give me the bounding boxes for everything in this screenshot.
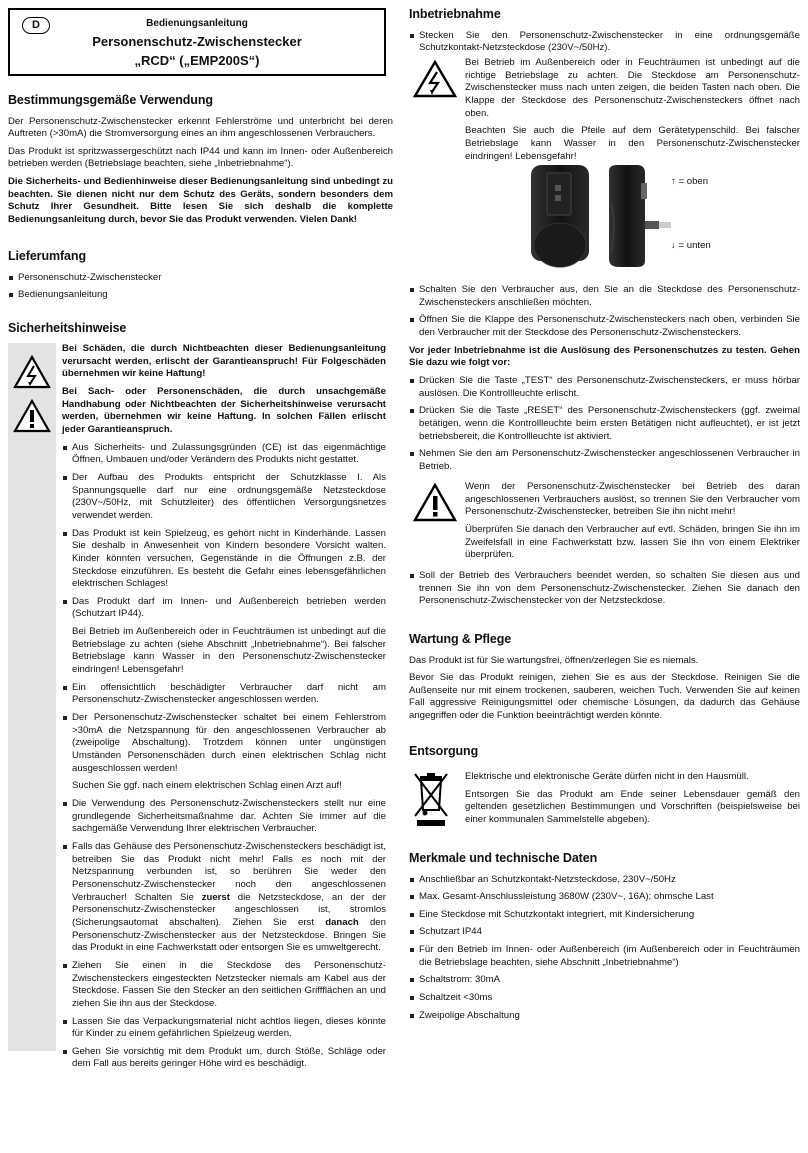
care-p1: Das Produkt ist für Sie wartungsfrei, öffnen/zerlegen Sie es niemals. xyxy=(409,654,699,666)
doc-type: Bedienungsanleitung xyxy=(146,18,248,29)
list-item: Max. Gesamt-Anschlussleistung 3680W (230V~, 16A); ohmsche Last xyxy=(409,891,800,904)
device-front-image xyxy=(531,165,589,267)
heading-disposal: Entsorgung xyxy=(409,744,479,758)
list-item: Schalten Sie den Verbraucher aus, den Sie an die Steckdose des Personenschutz-Zwischensteckers anschließen möchten. xyxy=(409,284,800,309)
start-warning-2-text xyxy=(465,481,800,567)
start-warning-2: Beachten Sie auch die Pfeile auf dem Gerätetypenschild. Bei falscher Betriebslage kann Wasser in den Personenschutz-Zwischenstecker eindringen! Lebensgefahr! xyxy=(465,125,800,162)
specs-list xyxy=(409,874,800,1023)
arrow-up-legend xyxy=(671,176,791,189)
exclamation-warning-icon xyxy=(413,483,457,523)
list-item: Die Verwendung des Personenschutz-Zwischensteckers stellt nur eine grundlegende Sicherheitsmaßnahme dar. Achten Sie immer auf die sachgemäße Verwendung Ihrer elektrischen Verbraucher. xyxy=(62,798,386,836)
section-safety xyxy=(8,320,393,344)
heading-care: Wartung & Pflege xyxy=(409,632,512,646)
section-start xyxy=(409,6,800,60)
disposal-p2: Entsorgen Sie das Produkt am Ende seiner Lebensdauer gemäß den geltenden gesetzlichen Bestimmungen und Vorschriften (beispielsweise bei einer kommunalen Sammelstelle abgeben). xyxy=(465,788,800,825)
section-use xyxy=(8,92,393,232)
list-item: Der Personenschutz-Zwischenstecker schaltet bei einem Fehlerstrom >30mA die Netzspannung für den angeschlossenen Verbraucher ab (zweipolige Abschaltung). Trotzdem können unter ungünstigen Umständen Personenschäden durch einen elektrischen Schlag nicht ausgeschlossen werden! xyxy=(62,712,386,775)
safety-content xyxy=(62,343,386,1076)
safety-icon-strip xyxy=(8,343,56,1051)
title-block xyxy=(10,17,384,70)
list-item: Bedienungsanleitung xyxy=(8,289,393,302)
heading-specs: Merkmale und technische Daten xyxy=(409,851,598,865)
disposal-p1: Elektrische und elektronische Geräte dürfen nicht in den Hausmüll. xyxy=(465,771,749,782)
section-specs xyxy=(409,850,800,1027)
exclamation-warning-icon xyxy=(13,399,51,433)
start-list-4 xyxy=(409,570,800,608)
list-item: Personenschutz-Zwischenstecker xyxy=(8,272,393,285)
start-warning-1: Bei Betrieb im Außenbereich oder in Feuchträumen ist unbedingt auf die richtige Betriebslage zu achten. Die Steckdose am Personenschutz-Zwischenstecker muss nach unten zeigen, die beiden Tasten nach oben. Die Klappe der Steckdose des Personenschutz-Zwischensteckers öffnet nach oben. xyxy=(465,57,800,119)
list-item xyxy=(62,841,386,955)
item-text: die Netzsteckdose, an der der Personenschutz-Zwischenstecker angeschlossen ist, stromlos (Sicherungsautomat abschalten). Ziehen Sie erst xyxy=(72,891,386,928)
disposal-text xyxy=(465,771,800,832)
electric-warning-icon xyxy=(13,355,51,389)
legend-down: = unten xyxy=(678,240,711,251)
heading-use: Bestimmungsgemäße Verwendung xyxy=(8,93,213,107)
arrow-down-icon: ↓ xyxy=(671,240,676,251)
list-item: Schaltstrom: 30mA xyxy=(409,974,800,987)
safety-i6-detail: Suchen Sie ggf. nach einem elektrischen Schlag einen Arzt auf! xyxy=(72,780,342,792)
item-text: Falls das Gehäuse des Personenschutz-Zwischensteckers beschädigt ist, betreiben Sie das Produkt nicht mehr! Falls es noch mit der Netzspannung verbunden ist, so berühren Sie weder den Personenschutz-Zwischenstecker noch den angeschlossenen Verbraucher! Schalten Sie xyxy=(72,840,386,903)
start-list-1 xyxy=(409,30,800,55)
list-item xyxy=(62,596,386,621)
item-text: den Personenschutz-Zwischenstecker aus der Netzsteckdose. Bringen Sie das Produkt in eine Fachwerkstatt oder entsorgen Sie es umweltgerecht. xyxy=(72,916,386,954)
legend-up: = oben xyxy=(678,176,709,187)
use-p2: Das Produkt ist spritzwassergeschützt nach IP44 und kann im Innen- oder Außenbereich betrieben werden (Betriebslage beachten, siehe „Inbetriebnahme“). xyxy=(8,145,393,170)
title-box xyxy=(8,8,386,76)
list-item: Schutzart IP44 xyxy=(409,926,800,939)
arrow-up-icon: ↑ xyxy=(671,176,676,187)
list-item: Ziehen Sie einen in die Steckdose des Personenschutz-Zwischensteckers eingesteckten Netzstecker niemals am Kabel aus der Steckdose. Fassen Sie den Stecker an den seitlichen Griffflächen an und ziehen Sie ihn aus der Steckdose. xyxy=(62,960,386,1011)
list-item: Aus Sicherheits- und Zulassungsgründen (CE) ist das eigenmächtige Öffnen, Umbauen und/oder Verändern des Produkts nicht gestattet. xyxy=(62,442,386,467)
safety-warning-2: Bei Sach- oder Personenschäden, die durch unsachgemäße Handhabung oder Nichtbeachten der Sicherheitshinweise verursacht werden, übernehmen wir keine Haftung. In solchen Fällen erlischt jeder Garantieanspruch. xyxy=(62,385,386,435)
start-warning-3: Wenn der Personenschutz-Zwischenstecker bei Betrieb des daran angeschlossenen Verbrauchers auslöst, so trennen Sie den Verbraucher vom Personenschutz-Zwischenstecker, betreiben Sie ihn nicht mehr! xyxy=(465,481,800,518)
section-scope xyxy=(8,248,393,307)
list-item: Gehen Sie vorsichtig mit dem Produkt um, durch Stöße, Schläge oder dem Fall aus bereits geringer Höhe wird es beschädigt. xyxy=(62,1046,386,1071)
emphasis-first: zuerst xyxy=(201,891,230,903)
safety-i4-detail: Bei Betrieb im Außenbereich oder in Feuchträumen ist unbedingt auf die Betriebslage zu achten (siehe Abschnitt „Inbetriebnahme“). Bei falscher Betriebslage kann Wasser in den Personenschutz-Zwischenstecker eindringen! Lebensgefahr! xyxy=(72,626,386,676)
weee-bin-icon xyxy=(413,770,449,828)
safety-warning-1: Bei Schäden, die durch Nichtbeachten dieser Bedienungsanleitung verursacht werden, erlischt der Garantieanspruch! Für Folgeschäden übernehmen wir keine Haftung! xyxy=(62,343,386,380)
start-steps xyxy=(409,284,800,479)
product-name: Personenschutz-Zwischenstecker xyxy=(92,34,302,50)
list-item: Anschließbar an Schutzkontakt-Netzsteckdose, 230V~/50Hz xyxy=(409,874,800,887)
start-warning-4: Überprüfen Sie danach den Verbraucher auf evtl. Schäden, bringen Sie ihn im Zweifelsfall in eine Fachwerkstatt bzw. lassen Sie ihn von einem Elektriker überprüfen. xyxy=(465,523,800,561)
start-list-3 xyxy=(409,375,800,474)
section-disposal xyxy=(409,743,800,767)
start-test-note: Vor jeder Inbetriebnahme ist die Auslösung des Personenschutzes zu testen. Gehen Sie dazu wie folgt vor: xyxy=(409,344,800,369)
use-p1: Der Personenschutz-Zwischenstecker erkennt Fehlerströme und unterbricht bei deren Auftreten (>30mA) die Stromversorgung eines an ihm angeschlossenen Verbrauchers. xyxy=(8,115,393,140)
product-model: „RCD“ („EMP200S“) xyxy=(134,53,260,69)
list-item: Der Aufbau des Produkts entspricht der Schutzklasse I. Als Spannungsquelle darf nur eine ordnungsgemäße Netzsteckdose (230V~/50Hz, mit Schutzleiter) des öffentlichen Versorgungsnetzes verwendet werden. xyxy=(62,472,386,523)
device-side-image xyxy=(609,165,671,267)
heading-start: Inbetriebnahme xyxy=(409,7,501,21)
list-item: Stecken Sie den Personenschutz-Zwischenstecker in eine ordnungsgemäße Schutzkontakt-Netzsteckdose (230V~/50Hz). xyxy=(409,30,800,55)
start-end xyxy=(409,570,800,613)
list-item: Nehmen Sie den am Personenschutz-Zwischenstecker angeschlossenen Verbraucher in Betrieb. xyxy=(409,448,800,473)
list-item: Für den Betrieb im Innen- oder Außenbereich (im Außenbereich oder in Feuchträumen die Betriebslage beachten, siehe Abschnitt „Inbetriebnahme“) xyxy=(409,944,800,969)
heading-safety: Sicherheitshinweise xyxy=(8,321,127,335)
device-images xyxy=(527,163,677,273)
list-item: Drücken Sie die Taste „RESET“ des Personenschutz-Zwischensteckers (ggf. zweimal betätigen, wenn die Kontrollleuchte beim ersten Betätigen nicht aufleuchtet), er ist jetzt betriebsbereit, die Kontrollleuchte ist aktiviert. xyxy=(409,405,800,443)
arrow-down-legend xyxy=(671,240,791,253)
list-item: Soll der Betrieb des Verbrauchers beendet werden, so schalten Sie diesen aus und trennen Sie ihn von dem Personenschutz-Zwischenstecker. Ziehen Sie danach den Personenschutz-Zwischenstecker von der Netzsteckdose. xyxy=(409,570,800,608)
list-item: Zweipolige Abschaltung xyxy=(409,1010,800,1023)
emphasis-then: danach xyxy=(325,916,359,928)
scope-list xyxy=(8,272,393,302)
section-care xyxy=(409,631,800,728)
list-item: Das Produkt ist kein Spielzeug, es gehört nicht in Kinderhände. Lassen Sie deshalb in Anwesenheit von Kindern besondere Vorsicht walten. Kinder könnten versuchen, Gegenstände in die Öffnungen z.B. der Steckdose einzuführen. Es besteht die Gefahr eines lebensgefährlichen elektrischen Schlages! xyxy=(62,528,386,591)
start-warning-text xyxy=(465,57,800,168)
list-item: Lassen Sie das Verpackungsmaterial nicht achtlos liegen, dieses könnte für Kinder zu einem gefährlichen Spielzeug werden. xyxy=(62,1016,386,1041)
electric-warning-icon xyxy=(413,60,457,98)
use-p3: Die Sicherheits- und Bedienhinweise dieser Bedienungsanleitung sind unbedingt zu beachten. Sie dienen nicht nur dem Schutz des Geräts, sondern besonders dem Schutz Ihrer Gesundheit. Bitte lesen Sie sich deshalb die komplette Bedienungsanleitung durch, bevor Sie das Produkt verwenden. Vielen Dank! xyxy=(8,176,393,226)
list-item: Eine Steckdose mit Schutzkontakt integriert, mit Kindersicherung xyxy=(409,909,800,922)
start-list-2 xyxy=(409,284,800,340)
care-p2: Bevor Sie das Produkt reinigen, ziehen Sie es aus der Steckdose. Reinigen Sie die Außenseite nur mit einem trockenen, sauberen, weichen Tuch. Verwenden Sie auf keinen Fall aggressive Reinigungsmittel oder chemische Lösungen, da dadurch das Gehäuse angegriffen oder die Funktion beeinträchtigt werden könnte. xyxy=(409,672,800,722)
list-item: Ein offensichtlich beschädigter Verbraucher darf nicht am Personenschutz-Zwischenstecker angeschlossen werden. xyxy=(62,682,386,707)
item-text: Das Produkt darf im Innen- und Außenbereich betrieben werden (Schutzart IP44). xyxy=(72,595,386,620)
list-item: Drücken Sie die Taste „TEST“ des Personenschutz-Zwischensteckers, er muss hörbar auslösen. Die Kontrollleuchte erlischt. xyxy=(409,375,800,400)
heading-scope: Lieferumfang xyxy=(8,249,86,263)
language-badge: D xyxy=(22,17,50,34)
list-item: Schaltzeit <30ms xyxy=(409,992,800,1005)
list-item: Öffnen Sie die Klappe des Personenschutz-Zwischensteckers nach oben, verbinden Sie den Verbraucher mit der Steckdose des Personenschutz-Zwischensteckers. xyxy=(409,314,800,339)
safety-list xyxy=(62,442,386,1072)
